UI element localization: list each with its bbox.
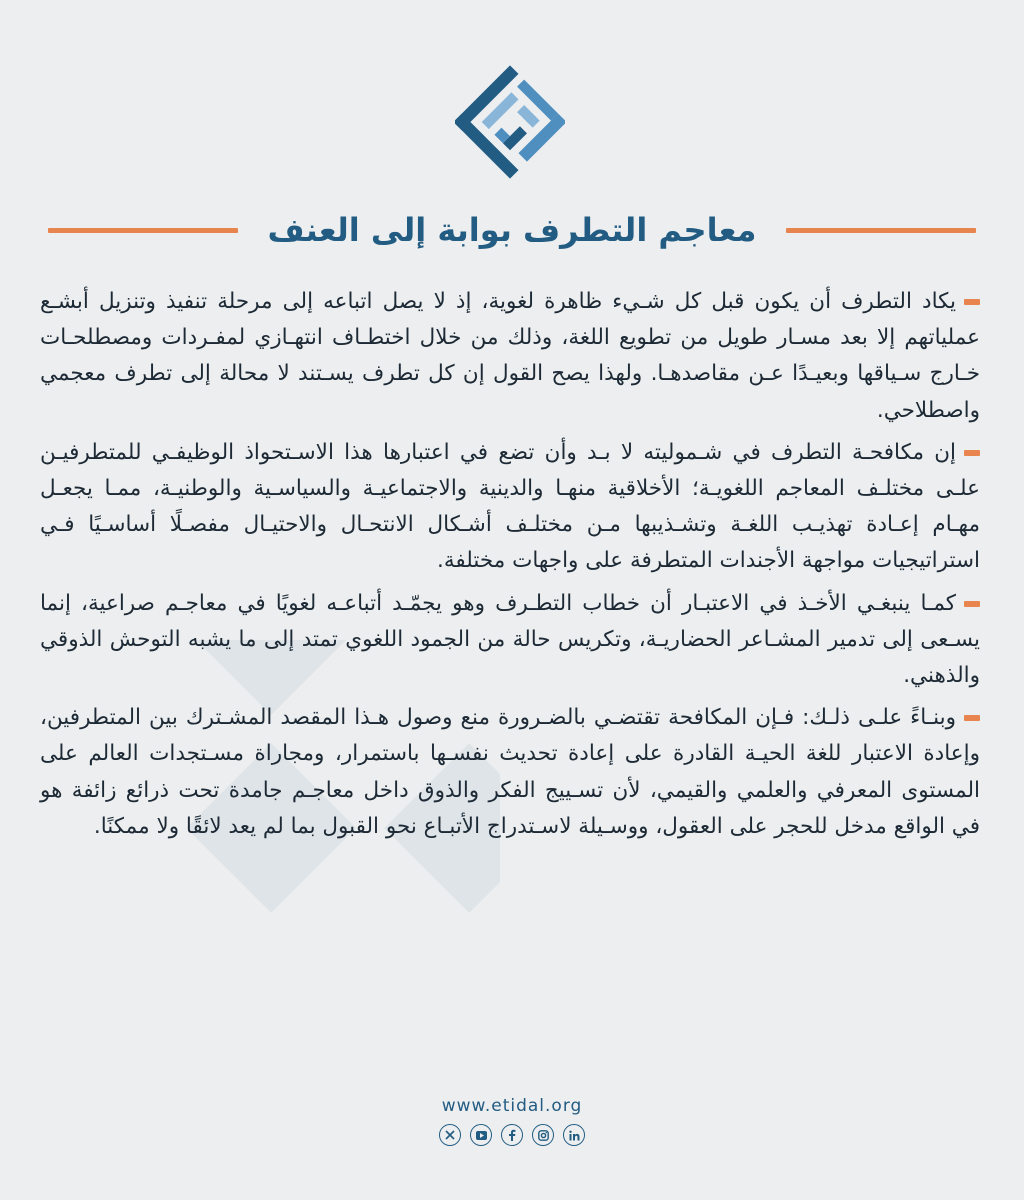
paragraph-text: كمـا ينبغـي الأخـذ في الاعتبـار أن خطاب التطـرف وهو يجمّـد أتباعـه لغويًا في معاجـم صراعية، إنما يسـعى إلى تدمير المشـاعر الحضاريـة، وتكريس حالة من الجمود اللغوي تمتد إلى ما يشبه التوحش الذوقي والذهني.: [40, 590, 980, 689]
paragraph-text: يكاد التطرف أن يكون قبل كل شـيء ظاهرة لغوية، إذ لا يصل اتباعه إلى مرحلة تنفيذ وتنزيل أبشـع عملياتهم إلا بعد مسـار طويل من تطويع اللغة، وذلك من خلال اختطـاف انتهـازي لمفـردات ومصطلحـات خـارج سـياقها وبعيـدًا عـن مقاصدهـا. ولهذا يصح القول إن كل تطرف يسـتند لا محالة إلى تطرف معجمي واصطلاحي.: [40, 289, 980, 423]
title-row: [48, 200, 976, 260]
page-title: معاجم التطرف بوابة إلى العنف: [267, 211, 757, 249]
facebook-icon[interactable]: [501, 1124, 523, 1146]
paragraph-1: [40, 284, 980, 429]
etidal-logo: [455, 62, 565, 182]
footer: [0, 1096, 1024, 1146]
x-icon[interactable]: [439, 1124, 461, 1146]
website-link[interactable]: www.etidal.org: [441, 1096, 583, 1116]
article-body: [40, 284, 980, 851]
paragraph-text: إن مكافحـة التطرف في شـموليته لا بـد وأن تضع في اعتبارها هذا الاسـتحواذ الوظيفـي للمتطرفيـن علـى مختلـف المعاجم اللغويـة؛ الأخلاقية منهـا والدينية والاجتماعيـة والسياسـية والوطنيـة، ممـا يجعـل مهـام إعـادة تهذيـب اللغـة وتشـذيبها مـن مختلـف أشـكال الانتحـال والاحتيـال مفصـلًا أساسـيًا فـي استراتيجيات مواجهة الأجندات المتطرفة على واجهات مختلفة.: [40, 439, 980, 574]
instagram-icon[interactable]: [532, 1124, 554, 1146]
paragraph-3: [40, 586, 980, 695]
bullet-dash: [964, 299, 980, 305]
bullet-dash: [964, 715, 980, 721]
bullet-dash: [964, 450, 980, 456]
bullet-dash: [964, 601, 980, 607]
title-rule-right: [786, 228, 976, 233]
paragraph-4: [40, 700, 980, 845]
youtube-icon[interactable]: [470, 1124, 492, 1146]
title-rule-left: [48, 228, 238, 233]
social-links: [439, 1124, 585, 1146]
linkedin-icon[interactable]: [563, 1124, 585, 1146]
paragraph-text: وبنـاءً علـى ذلـك: فـإن المكافحة تقتضـي بالضـرورة منع وصول هـذا المقصد المشـترك بين المتطرفين، وإعادة الاعتبار للغة الحيـة القادرة على إعادة تحديث نفسـها باستمرار، ومجاراة مسـتجدات العالم على المستوى المعرفي والعلمي والقيمي، لأن تسـييج الفكر والذوق داخل معاجـم جامدة تحت ذرائع زائفة هو في الواقع مدخل للحجر على العقول، ووسـيلة لاسـتدراج الأتبـاع نحو القبول بما لم يعد لائقًا ولا ممكنًا.: [40, 705, 980, 839]
paragraph-2: [40, 435, 980, 580]
